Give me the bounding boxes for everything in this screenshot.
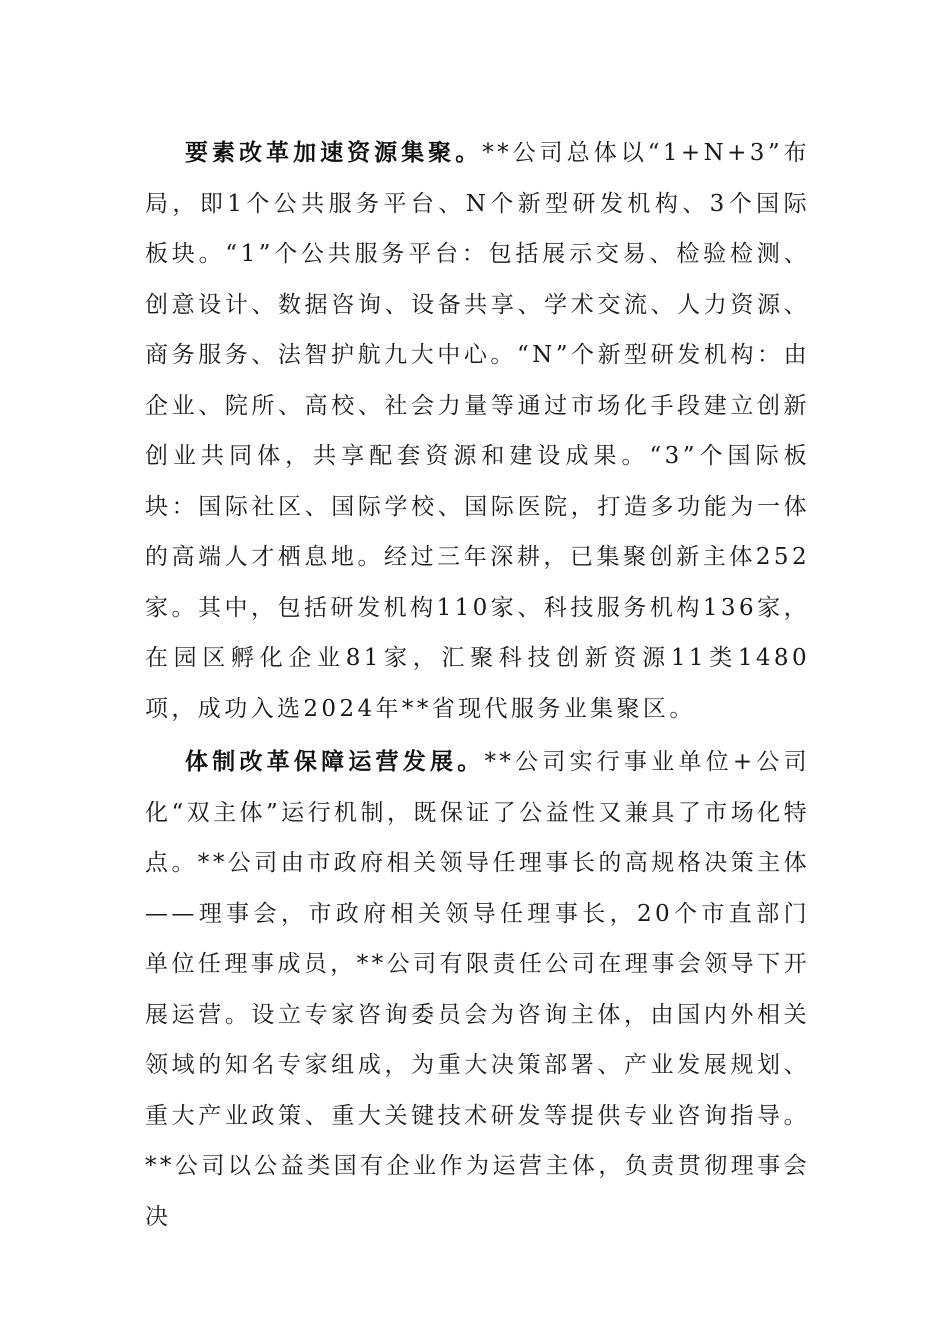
- paragraph-resource-agglomeration: [145, 128, 810, 734]
- paragraph-institutional-reform: [145, 737, 810, 1242]
- paragraph-heading: 体制改革保障运营发展。: [185, 748, 485, 775]
- paragraph-heading: 要素改革加速资源集聚。: [185, 139, 483, 166]
- document-page: [145, 128, 810, 1242]
- paragraph-body: **公司实行事业单位+公司化“双主体”运行机制，既保证了公益性又兼具了市场化特点。**公司由市政府相关领导任理事长的高规格决策主体——理事会，市政府相关领导任理事长，20个市直部门单位任理事成员，**公司有限责任公司在理事会领导下开展运营。设立专家咨询委员会为咨询主体，由国内外相关领域的知名专家组成，为重大决策部署、产业发展规划、重大产业政策、重大关键技术研发等提供专业咨询指导。**公司以公益类国有企业作为运营主体，负责贯彻理事会决: [145, 749, 810, 1230]
- paragraph-body: **公司总体以“1+N+3”布局，即1个公共服务平台、N个新型研发机构、3个国际板块。“1”个公共服务平台：包括展示交易、检验检测、创意设计、数据咨询、设备共享、学术交流、人力资源、商务服务、法智护航九大中心。“N”个新型研发机构：由企业、院所、高校、社会力量等通过市场化手段建立创新创业共同体，共享配套资源和建设成果。“3”个国际板块：国际社区、国际学校、国际医院，打造多功能为一体的高端人才栖息地。经过三年深耕，已集聚创新主体252家。其中，包括研发机构110家、科技服务机构136家，在园区孵化企业81家，汇聚科技创新资源11类1480项，成功入选2024年**省现代服务业集聚区。: [145, 140, 811, 722]
